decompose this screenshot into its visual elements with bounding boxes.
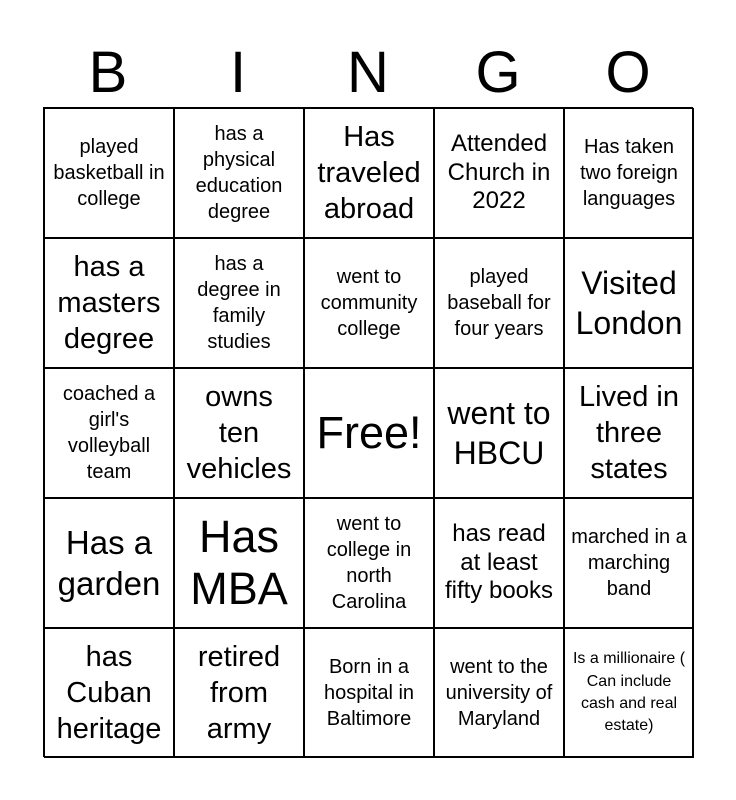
bingo-cell[interactable]: went to the university of Maryland <box>434 628 564 758</box>
bingo-cell[interactable]: has a degree in family studies <box>174 238 304 368</box>
bingo-cell[interactable]: owns ten vehicles <box>174 368 304 498</box>
bingo-header <box>43 40 693 106</box>
bingo-cell[interactable]: Is a millionaire ( Can include cash and real estate) <box>564 628 694 758</box>
bingo-cell[interactable]: went to HBCU <box>434 368 564 498</box>
header-letter-i: I <box>229 40 247 105</box>
bingo-cell[interactable]: has a physical education degree <box>174 108 304 238</box>
bingo-cell[interactable]: Lived in three states <box>564 368 694 498</box>
header-letter-b: B <box>88 40 128 105</box>
bingo-cell[interactable]: went to college in north Carolina <box>304 498 434 628</box>
bingo-cell[interactable]: went to community college <box>304 238 434 368</box>
bingo-cell[interactable]: coached a girl's volleyball team <box>44 368 174 498</box>
bingo-cell[interactable]: played baseball for four years <box>434 238 564 368</box>
bingo-cell[interactable]: has a masters degree <box>44 238 174 368</box>
bingo-cell[interactable]: Attended Church in 2022 <box>434 108 564 238</box>
bingo-cell[interactable]: Has a garden <box>44 498 174 628</box>
bingo-cell[interactable]: Has MBA <box>174 498 304 628</box>
bingo-cell[interactable]: retired from army <box>174 628 304 758</box>
header-letter-o: O <box>605 40 651 105</box>
bingo-board <box>43 107 693 757</box>
bingo-cell[interactable]: Born in a hospital in Baltimore <box>304 628 434 758</box>
header-letter-n: N <box>347 40 389 105</box>
bingo-cell[interactable]: marched in a marching band <box>564 498 694 628</box>
bingo-cell[interactable]: Has traveled abroad <box>304 108 434 238</box>
free-space-cell[interactable]: Free! <box>304 368 434 498</box>
bingo-cell[interactable]: played basketball in college <box>44 108 174 238</box>
bingo-cell[interactable]: Visited London <box>564 238 694 368</box>
bingo-cell[interactable]: Has taken two foreign languages <box>564 108 694 238</box>
header-letter-g: G <box>475 40 521 105</box>
bingo-cell[interactable]: has Cuban heritage <box>44 628 174 758</box>
bingo-cell[interactable]: has read at least fifty books <box>434 498 564 628</box>
